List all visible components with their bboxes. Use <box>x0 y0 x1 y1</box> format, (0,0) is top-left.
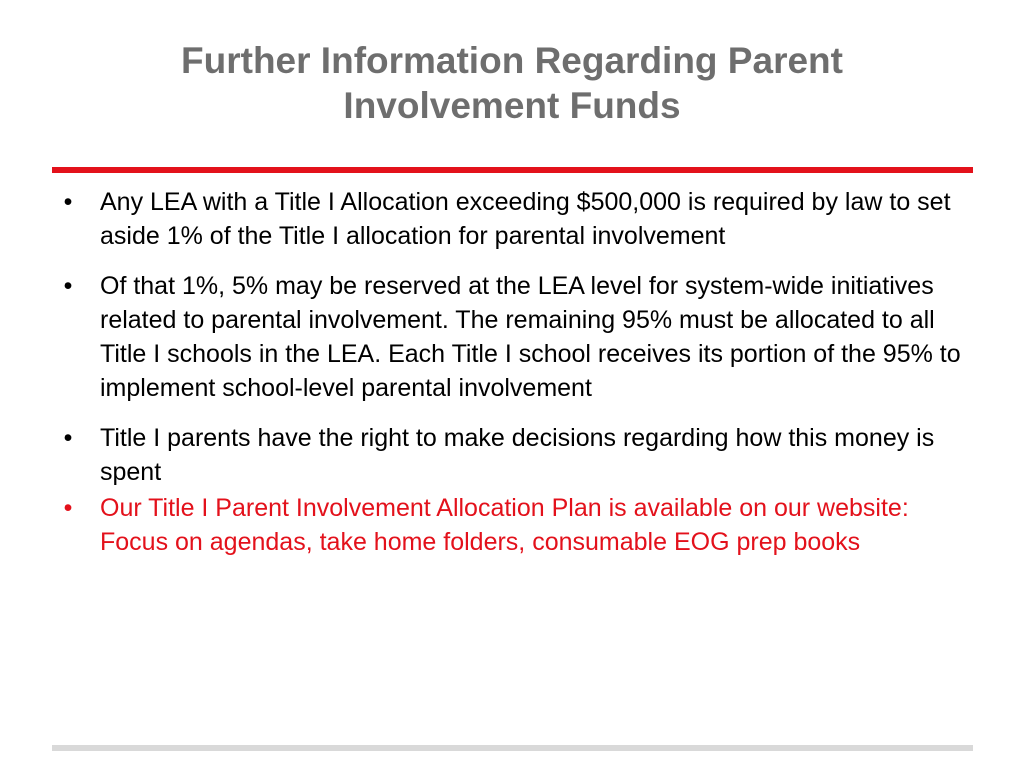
bullet-icon: • <box>63 424 73 452</box>
title-line-2: Involvement Funds <box>343 85 681 126</box>
title-line-1: Further Information Regarding Parent <box>181 40 843 81</box>
bullet-icon: • <box>63 272 73 300</box>
bullet-list <box>56 185 966 575</box>
bullet-item-1 <box>56 185 966 253</box>
title-divider-rule <box>52 167 973 173</box>
footer-rule <box>52 745 973 751</box>
bullet-icon: • <box>63 494 73 522</box>
slide-title <box>80 38 944 128</box>
bullet-icon: • <box>63 188 73 216</box>
bullet-item-4 <box>56 491 966 559</box>
bullet-item-2 <box>56 269 966 405</box>
bullet-text: Our Title I Parent Involvement Allocation Plan is available on our website: Focus on agendas, take home folders, consumable EOG prep books <box>100 494 909 556</box>
bullet-text: Of that 1%, 5% may be reserved at the LEA level for system-wide initiatives related to parental involvement. The remaining 95% must be allocated to all Title I schools in the LEA. Each Title I school receives its portion of the 95% to implement school-level parental involvement <box>100 272 961 402</box>
bullet-item-3 <box>56 421 966 489</box>
bullet-text: Title I parents have the right to make decisions regarding how this money is spent <box>100 424 935 486</box>
bullet-text: Any LEA with a Title I Allocation exceeding $500,000 is required by law to set aside 1% of the Title I allocation for parental involvement <box>100 188 951 250</box>
